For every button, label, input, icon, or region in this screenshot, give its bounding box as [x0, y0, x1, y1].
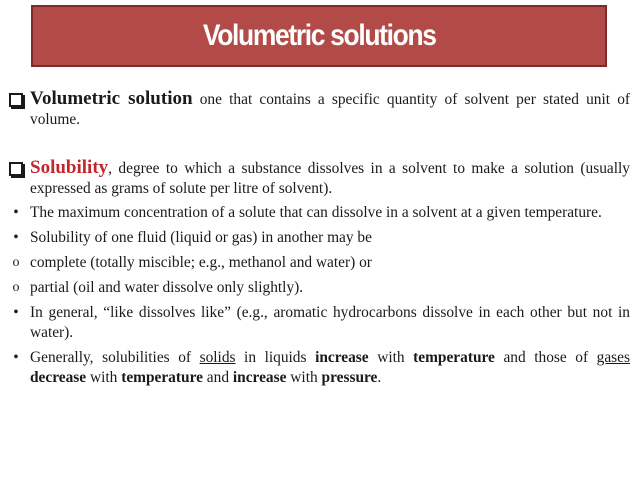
circle-bullet-icon: o: [12, 255, 20, 270]
item-volumetric-text: [30, 88, 631, 128]
item-volumetric-solution: [8, 89, 630, 130]
sub-bullet-complete: [8, 253, 630, 273]
spacer: [8, 130, 630, 158]
bullet-icon: •: [13, 204, 19, 221]
slide-content: [8, 89, 630, 393]
text-run: in liquids: [235, 349, 316, 366]
bullet-text: The maximum concentration of a solute that can dissolve in a solvent at a given temperature.: [30, 204, 602, 221]
bold-increase: increase: [232, 369, 287, 386]
term-solubility: Solubility: [30, 157, 109, 178]
bullet-text: In general, “like dissolves like” (e.g., aromatic hydrocarbons dissolve in each other but not in water).: [30, 304, 630, 341]
checkbox-square-icon: [9, 93, 23, 107]
text-run: with: [368, 349, 414, 366]
slide-title: Volumetric solutions: [202, 19, 436, 52]
definition-solubility: , degree to which a substance dissolves in a solvent to make a solution (usually expressed as grams of solute per litre of solvent).: [30, 160, 630, 197]
text-run: and: [202, 369, 233, 386]
underlined-solids: solids: [199, 349, 236, 366]
definition-volumetric: one that contains a specific quantity of solvent per stated unit of volume.: [30, 91, 631, 128]
bold-decrease: decrease: [30, 369, 87, 386]
bold-temperature: temperature: [121, 369, 203, 386]
bullet-max-concentration: [8, 203, 630, 223]
item-solubility-text: [30, 157, 630, 197]
item-solubility: [8, 158, 630, 199]
term-volumetric-solution: Volumetric solution: [30, 88, 193, 109]
bullet-icon: •: [13, 304, 19, 321]
checkbox-square-icon: [9, 162, 23, 176]
bold-pressure: pressure: [321, 369, 378, 386]
circle-bullet-icon: o: [12, 280, 20, 295]
bullet-like-dissolves-like: [8, 303, 630, 343]
text-run: .: [377, 369, 382, 386]
text-run: Generally, solubilities of: [30, 349, 200, 366]
underlined-gases: gases: [596, 349, 630, 366]
text-run: with: [86, 369, 122, 386]
bullet-text: Solubility of one fluid (liquid or gas) in another may be: [30, 229, 372, 246]
sub-bullet-partial: [8, 278, 630, 298]
text-run: with: [286, 369, 322, 386]
bullet-text: [30, 349, 630, 386]
bullet-generally: [8, 348, 630, 388]
sub-bullet-text: complete (totally miscible; e.g., methanol and water) or: [30, 254, 372, 271]
bold-increase: increase: [315, 349, 369, 366]
bullet-icon: •: [13, 229, 19, 246]
bold-temperature: temperature: [413, 349, 495, 366]
bullet-solubility-fluid: [8, 228, 630, 248]
title-banner: [31, 5, 607, 67]
sub-bullet-text: partial (oil and water dissolve only slightly).: [30, 279, 304, 296]
bullet-icon: •: [13, 349, 19, 366]
text-run: and those of: [494, 349, 597, 366]
